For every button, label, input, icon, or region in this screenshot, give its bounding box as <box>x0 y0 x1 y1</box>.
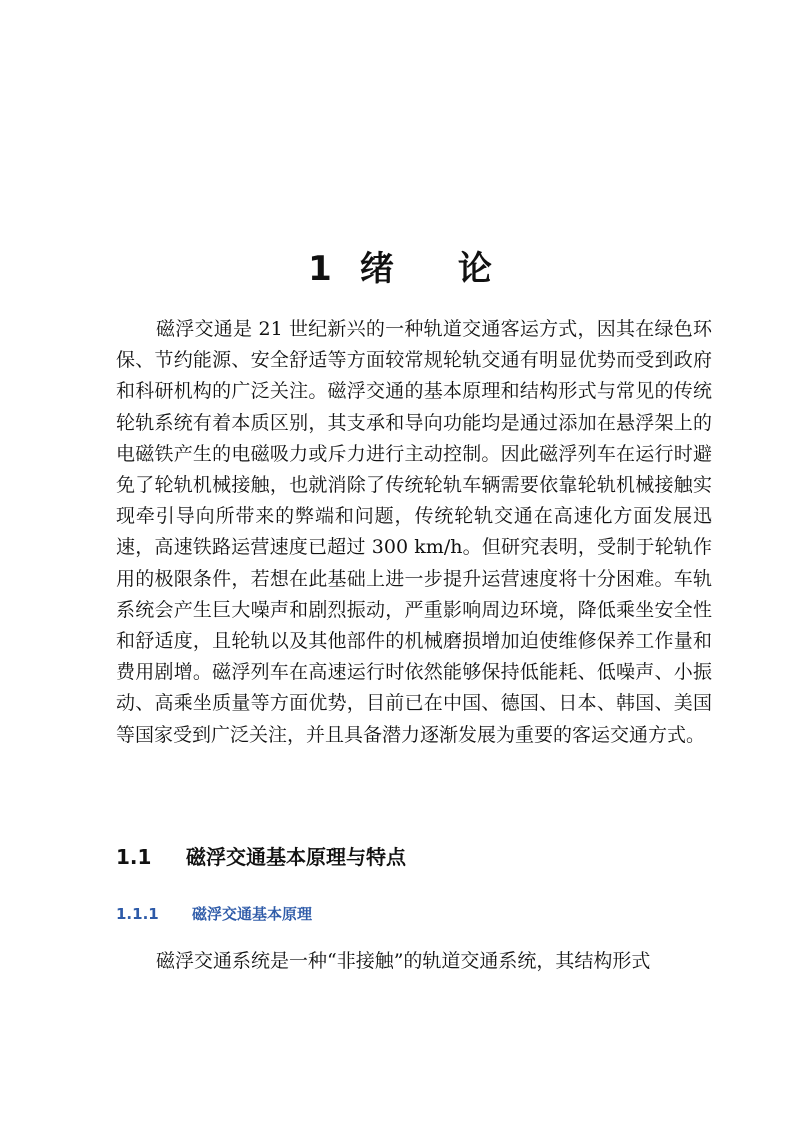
chapter-title <box>0 245 800 293</box>
chapter-title-part2: 论 <box>457 248 492 289</box>
section-number: 1.1 <box>116 845 152 869</box>
intro-paragraph: 磁浮交通是 21 世纪新兴的一种轨道交通客运方式，因其在绿色环保、节约能源、安全舒适等方面较常规轮轨交通有明显优势而受到政府和科研机构的广泛关注。磁浮交通的基本原理和结构形式与常见的传统轮轨系统有着本质区别，其支承和导向功能均是通过添加在悬浮架上的电磁铁产生的电磁吸力或斥力进行主动控制。因此磁浮列车在运行时避免了轮轨机械接触，也就消除了传统轮轨车辆需要依靠轮轨机械接触实现牵引导向所带来的弊端和问题，传统轮轨交通在高速化方面发展迅速，高速铁路运营速度已超过 300 km/h。但研究表明，受制于轮轨作用的极限条件，若想在此基础上进一步提升运营速度将十分困难。车轨系统会产生巨大噪声和剧烈振动，严重影响周边环境，降低乘坐安全性和舒适度，且轮轨以及其他部件的机械磨损增加迫使维修保养工作量和费用剧增。磁浮列车在高速运行时依然能够保持低能耗、低噪声、小振动、高乘坐质量等方面优势，目前已在中国、德国、日本、韩国、美国等国家受到广泛关注，并且具备潜力逐渐发展为重要的客运交通方式。 <box>116 318 712 746</box>
section-heading <box>116 842 406 872</box>
subsection-title: 磁浮交通基本原理 <box>192 905 313 923</box>
subsection-heading <box>116 902 312 926</box>
chapter-number: 1 <box>308 248 332 289</box>
section-title: 磁浮交通基本原理与特点 <box>186 845 406 869</box>
subsection-number: 1.1.1 <box>116 905 159 923</box>
body-paragraph: 磁浮交通系统是一种“非接触”的轨道交通系统，其结构形式 <box>156 950 651 972</box>
chapter-title-part1: 绪 <box>359 248 394 289</box>
